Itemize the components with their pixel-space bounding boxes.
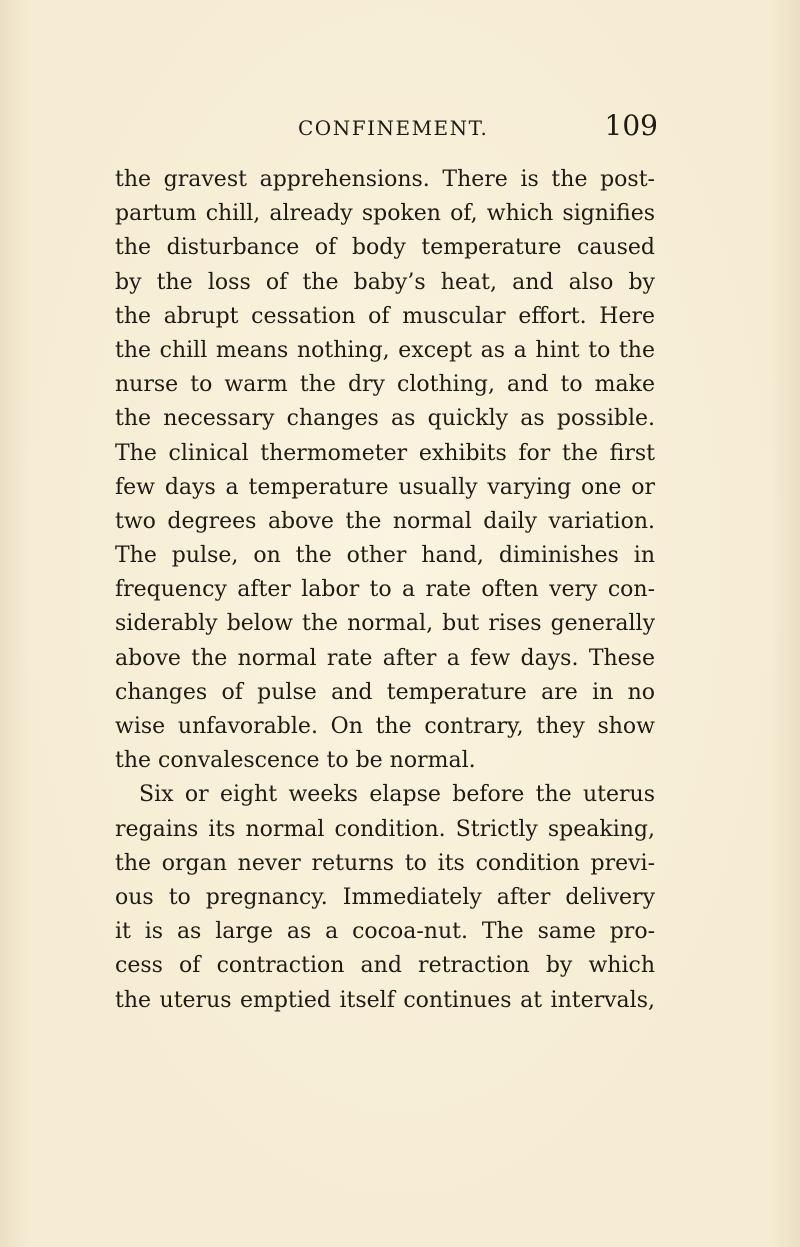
text-line: Six or eight weeks elapse before the uterus [139, 782, 655, 808]
text-line: ous to pregnancy. Immediately after delivery [115, 884, 655, 910]
text-line: The clinical thermometer exhibits for the first [115, 440, 655, 466]
body-text [115, 163, 655, 1018]
text-line: partum chill, already spoken of, which signifies [115, 201, 655, 227]
text-line: nurse to warm the dry clothing, and to make [115, 372, 655, 398]
text-line: the organ never returns to its condition previ- [115, 850, 655, 876]
text-line: The pulse, on the other hand, diminishes in [115, 543, 655, 569]
text-line: regains its normal condition. Strictly speaking, [115, 816, 655, 842]
page-number: 109 [604, 109, 658, 142]
text-line: siderably below the normal, but rises generally [115, 611, 655, 637]
running-title: CONFINEMENT. [298, 116, 489, 140]
text-line: few days a temperature usually varying one or [115, 474, 655, 500]
text-line: frequency after labor to a rate often very con- [115, 577, 655, 603]
text-line: cess of contraction and retraction by which [115, 953, 655, 979]
text-line: the abrupt cessation of muscular effort. Here [115, 303, 655, 329]
text-line: wise unfavorable. On the contrary, they show [115, 714, 655, 739]
text-line: the uterus emptied itself continues at intervals, [115, 987, 655, 1013]
text-line: the convalescence to be normal. [115, 748, 476, 774]
text-line: by the loss of the baby’s heat, and also by [115, 269, 655, 295]
text-line: the gravest apprehensions. There is the post- [115, 167, 655, 192]
text-line: the disturbance of body temperature caused [115, 235, 655, 261]
text-line: two degrees above the normal daily variation. [115, 508, 655, 534]
text-line: above the normal rate after a few days. These [115, 645, 655, 671]
running-head [298, 110, 658, 150]
text-line: the chill means nothing, except as a hint to the [115, 337, 655, 363]
text-line: it is as large as a cocoa-nut. The same pro- [115, 919, 655, 945]
text-line: changes of pulse and temperature are in no [115, 679, 655, 705]
text-line: the necessary changes as quickly as possible. [115, 406, 655, 432]
